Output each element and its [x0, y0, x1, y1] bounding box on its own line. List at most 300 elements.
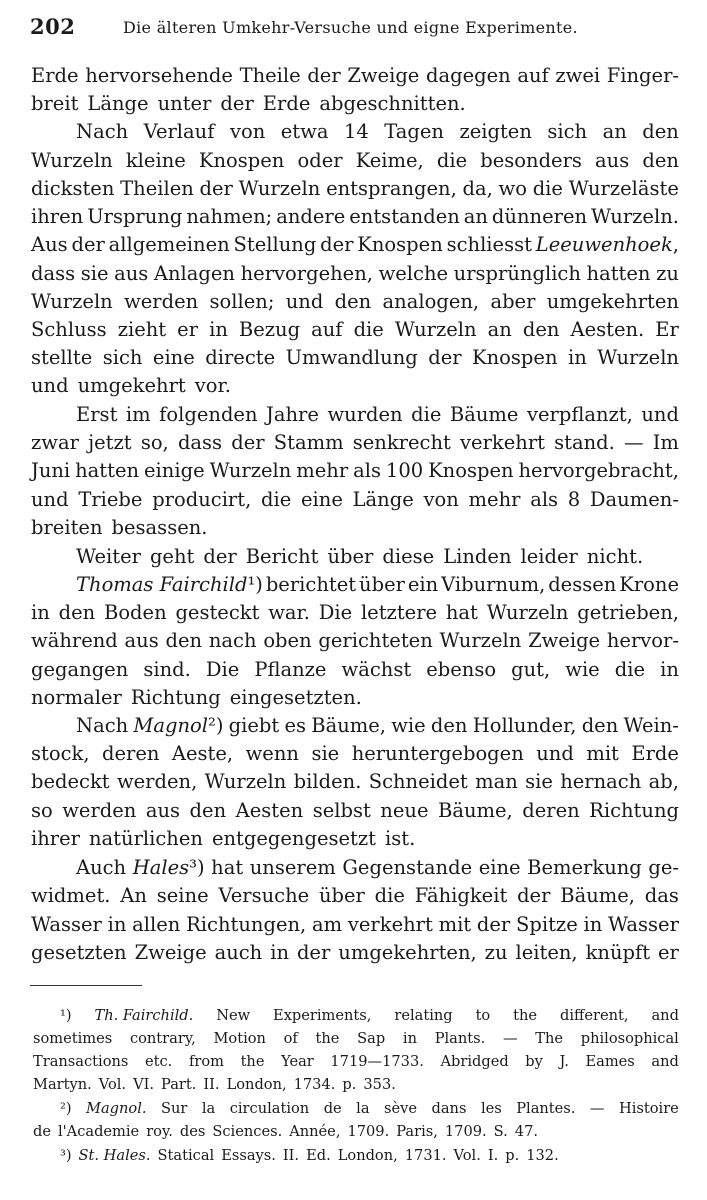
body-line	[76, 545, 679, 569]
word: geht	[149, 545, 195, 568]
word: folgenden	[159, 403, 258, 426]
word: der	[220, 92, 254, 115]
word: l'Academie	[57, 1123, 140, 1140]
word: 14	[343, 120, 369, 143]
word: dagegen	[425, 64, 511, 87]
word: als	[530, 488, 559, 511]
word: im	[125, 403, 151, 426]
word: relating	[394, 1007, 453, 1024]
word: and	[651, 1053, 679, 1070]
word: circulation	[229, 1100, 310, 1117]
word: Im	[652, 431, 679, 454]
word: Gegenstande	[342, 856, 473, 879]
word: Er	[655, 318, 679, 341]
word: zu	[484, 941, 508, 964]
word: Theilen	[120, 177, 194, 200]
word: allen	[132, 913, 181, 936]
word: diese	[382, 545, 435, 568]
word: widmet.	[31, 884, 111, 907]
word: Bäume,	[437, 799, 513, 822]
word: nicht.	[586, 545, 644, 568]
word: by	[525, 1053, 543, 1070]
body-line	[31, 629, 679, 653]
word: welche	[378, 262, 449, 285]
word: die	[436, 149, 468, 172]
word: normaler	[31, 686, 122, 709]
word: werden	[62, 799, 137, 822]
word: Theile	[239, 64, 301, 87]
word: Wurzeln	[238, 177, 321, 200]
word: an	[463, 205, 488, 228]
word: Auch	[76, 856, 127, 879]
word: Ursprung	[87, 205, 183, 228]
word: sollen;	[209, 290, 275, 313]
word: Nach	[76, 714, 129, 737]
word: etc.	[145, 1053, 173, 1070]
word: auch	[214, 941, 263, 964]
word: ist.	[385, 827, 416, 850]
word: von	[229, 120, 266, 143]
word: kleine	[125, 149, 186, 172]
word: Hollunder,	[472, 714, 577, 737]
word: the	[513, 1007, 538, 1024]
word: ²)	[60, 1100, 72, 1117]
word: de	[33, 1123, 51, 1140]
footnote-line	[33, 1029, 679, 1048]
word: Krone	[619, 573, 679, 596]
word: eine	[152, 346, 195, 369]
word: Wein-	[623, 714, 679, 737]
word: ¹)	[60, 1007, 72, 1024]
word: S.	[493, 1123, 508, 1140]
page-number: 202	[30, 14, 76, 39]
body-line	[31, 92, 679, 116]
word: deren	[522, 799, 580, 822]
word: Martyn.	[33, 1076, 92, 1093]
word: Histoire	[619, 1100, 679, 1117]
word: Erst	[76, 403, 118, 426]
word: nach	[208, 629, 257, 652]
word: Ed.	[306, 1147, 331, 1164]
word: 8	[567, 488, 581, 511]
word: wie	[391, 714, 426, 737]
word: sève	[384, 1100, 418, 1117]
word: and	[651, 1007, 679, 1024]
word: einige	[144, 459, 205, 482]
word: aus	[114, 262, 149, 285]
word: Wurzeläste	[568, 177, 679, 200]
word: Bezug	[238, 318, 301, 341]
word: producirt,	[152, 488, 252, 511]
body-line	[31, 827, 679, 851]
word: in	[660, 658, 679, 681]
word: zwar	[31, 431, 79, 454]
word: die	[411, 403, 442, 426]
word: Bäume	[449, 403, 519, 426]
word: Erde	[631, 742, 679, 765]
word: Abridged	[440, 1053, 509, 1070]
body-line	[31, 941, 679, 965]
word: Umwandlung	[285, 346, 418, 369]
word: Hales³)	[132, 856, 205, 879]
body-line	[31, 799, 679, 823]
word: aus	[124, 629, 159, 652]
word: zieht	[117, 318, 167, 341]
word: sometimes	[33, 1030, 113, 1047]
word: —	[589, 1100, 605, 1117]
word: p.	[342, 1076, 357, 1093]
word: Triebe	[78, 488, 143, 511]
word: über	[359, 573, 405, 596]
word: Aus	[31, 233, 68, 256]
word: und	[31, 488, 69, 511]
word: 1731.	[404, 1147, 447, 1164]
word: getrieben,	[577, 601, 679, 624]
word: stellte	[31, 346, 93, 369]
word: entstanden	[349, 205, 460, 228]
word: der	[231, 431, 265, 454]
word: besassen.	[111, 516, 208, 539]
word: in	[567, 346, 587, 369]
word: hervor-	[606, 629, 679, 652]
word: verpflanzt,	[526, 403, 633, 426]
word: mehr	[296, 459, 349, 482]
word: Verlauf	[143, 120, 215, 143]
word: Richtung	[130, 686, 221, 709]
word: wo	[498, 177, 527, 200]
word: Year	[281, 1053, 314, 1070]
word: letztere	[360, 601, 438, 624]
word: senkrecht	[352, 431, 451, 454]
word: an	[602, 120, 627, 143]
word: wurden	[327, 403, 403, 426]
word: Plants.	[434, 1030, 486, 1047]
body-line	[31, 658, 679, 682]
word: so,	[140, 431, 169, 454]
word: ge-	[648, 856, 679, 879]
word: leiten,	[515, 941, 578, 964]
word: den	[581, 714, 619, 737]
word: Thomas Fairchild¹)	[76, 573, 263, 596]
word: umgekehrten	[546, 290, 679, 313]
word: Knospen	[198, 149, 285, 172]
word: Magnol²)	[133, 714, 224, 737]
word: berichtet	[265, 573, 357, 596]
body-line	[31, 459, 679, 483]
word: den	[58, 601, 96, 624]
word: Erde	[262, 92, 311, 115]
word: dass	[177, 431, 223, 454]
word: hervorgehen,	[240, 262, 373, 285]
body-line	[31, 686, 679, 710]
word: directe	[205, 346, 276, 369]
word: in	[209, 318, 228, 341]
word: Wurzeln.	[591, 205, 679, 228]
body-line	[31, 290, 679, 314]
word: in	[107, 913, 127, 936]
word: jetzt	[88, 431, 132, 454]
word: Th. Fairchild.	[94, 1007, 194, 1024]
word: Wurzeln	[31, 149, 113, 172]
word: in	[583, 913, 603, 936]
word: Wurzeln	[209, 459, 292, 482]
word: Wasser	[31, 913, 102, 936]
word: 1709.	[444, 1123, 487, 1140]
word: wie	[565, 658, 600, 681]
word: Vol.	[98, 1076, 127, 1093]
word: Die	[205, 658, 240, 681]
word: the	[240, 1053, 265, 1070]
word: Experiments,	[273, 1007, 372, 1024]
word: Weiter	[76, 545, 141, 568]
word: vor.	[194, 374, 231, 397]
word: den	[430, 714, 468, 737]
word: wenn	[245, 742, 299, 765]
word: dass	[31, 262, 76, 285]
word: different,	[560, 1007, 629, 1024]
body-line	[31, 233, 679, 257]
word: in	[402, 1030, 417, 1047]
word: sie	[311, 742, 340, 765]
word: An	[120, 884, 147, 907]
word: breiten	[31, 516, 103, 539]
word: zu	[656, 262, 679, 285]
word: Part.	[161, 1076, 197, 1093]
word: sie	[525, 770, 553, 793]
word: Sur	[161, 1100, 188, 1117]
word: gesetzten	[31, 941, 127, 964]
word: la	[201, 1100, 216, 1117]
word: gegangen	[31, 658, 129, 681]
word: wächst	[341, 658, 412, 681]
body-line	[31, 742, 679, 766]
word: als	[353, 459, 381, 482]
word: mehr	[468, 488, 521, 511]
word: dessen	[548, 573, 617, 596]
word: de	[323, 1100, 342, 1117]
word: Knospen	[357, 233, 443, 256]
word: p.	[505, 1147, 520, 1164]
word: Wurzeln	[597, 346, 679, 369]
word: oder	[297, 149, 343, 172]
word: aber	[490, 290, 536, 313]
word: ursprünglich	[453, 262, 581, 285]
word: ³)	[60, 1147, 72, 1164]
word: war.	[268, 601, 310, 624]
footnote-line	[33, 1052, 679, 1071]
word: bedeckt	[31, 770, 110, 793]
word: während	[31, 629, 118, 652]
word: ihren	[31, 205, 84, 228]
word: andere	[276, 205, 346, 228]
word: das	[644, 884, 679, 907]
word: Motion	[213, 1030, 266, 1047]
word: eine	[478, 856, 521, 879]
word: 132.	[526, 1147, 559, 1164]
word: Magnol.	[86, 1100, 147, 1117]
word: da,	[462, 177, 493, 200]
word: —	[624, 431, 644, 454]
word: der	[517, 884, 551, 907]
word: werden,	[116, 770, 198, 793]
word: Eames	[585, 1053, 635, 1070]
word: giebt	[228, 714, 280, 737]
word: Sciences.	[212, 1123, 283, 1140]
word: des	[179, 1123, 206, 1140]
word: hervorgebracht,	[518, 459, 679, 482]
word: über	[327, 545, 374, 568]
word: Sap	[357, 1030, 386, 1047]
body-line	[76, 403, 679, 427]
running-head: Die älteren Umkehr-Versuche und eigne Experimente.	[123, 18, 578, 37]
word: zeigten	[459, 120, 532, 143]
word: die	[353, 318, 384, 341]
word: 1719—1733.	[330, 1053, 424, 1070]
word: neue	[380, 799, 429, 822]
word: Année,	[289, 1123, 341, 1140]
word: sich	[102, 346, 143, 369]
footnote-line	[60, 1099, 679, 1118]
word: Viburnum,	[441, 573, 546, 596]
word: the	[315, 1030, 340, 1047]
word: Wurzeln	[439, 629, 522, 652]
word: deren	[102, 742, 160, 765]
word: hernach	[560, 770, 642, 793]
word: London,	[226, 1076, 287, 1093]
word: man	[475, 770, 518, 793]
word: so	[31, 799, 53, 822]
word: die	[532, 177, 563, 200]
word: umgekehrt	[77, 374, 186, 397]
word: philosophical	[580, 1030, 679, 1047]
body-line	[31, 431, 679, 455]
body-line	[31, 177, 679, 201]
word: gesteckt	[175, 601, 260, 624]
word: Wurzeln	[486, 601, 569, 624]
word: Schluss	[31, 318, 107, 341]
body-line	[31, 262, 679, 286]
word: Boden	[103, 601, 167, 624]
word: Die	[318, 601, 353, 624]
word: seine	[156, 884, 209, 907]
word: der	[428, 346, 462, 369]
word: hatten	[75, 459, 140, 482]
word: sie	[80, 262, 109, 285]
word: Wurzeln	[394, 318, 477, 341]
word: natürlichen	[88, 827, 203, 850]
word: bilden.	[293, 770, 362, 793]
word: der	[296, 941, 331, 964]
word: der	[71, 233, 105, 256]
word: etwa	[280, 120, 329, 143]
word: hat	[445, 601, 478, 624]
word: in	[31, 601, 50, 624]
word: Leeuwenhoek,	[535, 233, 679, 256]
word: knüpft	[585, 941, 651, 964]
word: entsprangen,	[326, 177, 457, 200]
word: Stellung	[233, 233, 317, 256]
word: ab,	[648, 770, 679, 793]
word: auf	[311, 318, 343, 341]
word: dicksten	[31, 177, 115, 200]
word: und	[536, 742, 574, 765]
word: Keime,	[355, 149, 424, 172]
word: Erde	[31, 64, 79, 87]
footnote-divider	[30, 985, 142, 986]
footnote-line	[60, 1146, 679, 1165]
word: roy.	[146, 1123, 173, 1140]
word: unserem	[249, 856, 336, 879]
word: am	[312, 913, 343, 936]
word: St. Hales.	[78, 1147, 151, 1164]
word: ein	[407, 573, 439, 596]
body-line	[31, 516, 679, 540]
word: Finger-	[606, 64, 679, 87]
word: Wasser	[608, 913, 679, 936]
body-line	[31, 488, 679, 512]
word: ihrer	[31, 827, 80, 850]
word: Transactions	[33, 1053, 129, 1070]
body-line	[31, 346, 679, 370]
word: allgemeinen	[108, 233, 230, 256]
word: hervorsehende	[85, 64, 233, 87]
word: umgekehrten,	[338, 941, 477, 964]
word: 353.	[363, 1076, 396, 1093]
word: an	[487, 318, 512, 341]
word: die	[261, 488, 292, 511]
word: der	[203, 545, 237, 568]
word: er	[658, 941, 679, 964]
word: from	[188, 1053, 224, 1070]
word: Bemerkung	[527, 856, 642, 879]
word: und	[285, 290, 324, 313]
word: den	[642, 149, 679, 172]
body-line	[31, 318, 679, 342]
word: Richtungen,	[186, 913, 307, 936]
word: Statical	[157, 1147, 215, 1164]
word: analogen,	[382, 290, 480, 313]
body-line	[31, 913, 679, 937]
word: II.	[203, 1076, 220, 1093]
word: Pflanze	[254, 658, 327, 681]
word: Wurzeln	[31, 290, 113, 313]
word: Juni	[31, 459, 71, 482]
word: Versuche	[218, 884, 310, 907]
word: den	[642, 120, 679, 143]
word: la	[356, 1100, 370, 1117]
word: verkehrt	[347, 913, 433, 936]
word: sind.	[143, 658, 191, 681]
word: die	[614, 658, 646, 681]
word: aus	[145, 799, 181, 822]
word: dans	[431, 1100, 467, 1117]
word: Bericht	[245, 545, 319, 568]
word: abgeschnitten.	[319, 92, 466, 115]
word: Länge	[352, 488, 414, 511]
word: Spitze	[516, 913, 578, 936]
word: mit	[438, 913, 472, 936]
word: schliesst	[446, 233, 532, 256]
word: Tagen	[384, 120, 444, 143]
word: Zweige	[134, 941, 207, 964]
footnote-line	[60, 1006, 679, 1025]
body-line	[76, 856, 679, 880]
word: VI.	[133, 1076, 155, 1093]
word: unter	[157, 92, 212, 115]
word: ebenso	[426, 658, 497, 681]
word: les	[480, 1100, 502, 1117]
word: Richtung	[589, 799, 679, 822]
